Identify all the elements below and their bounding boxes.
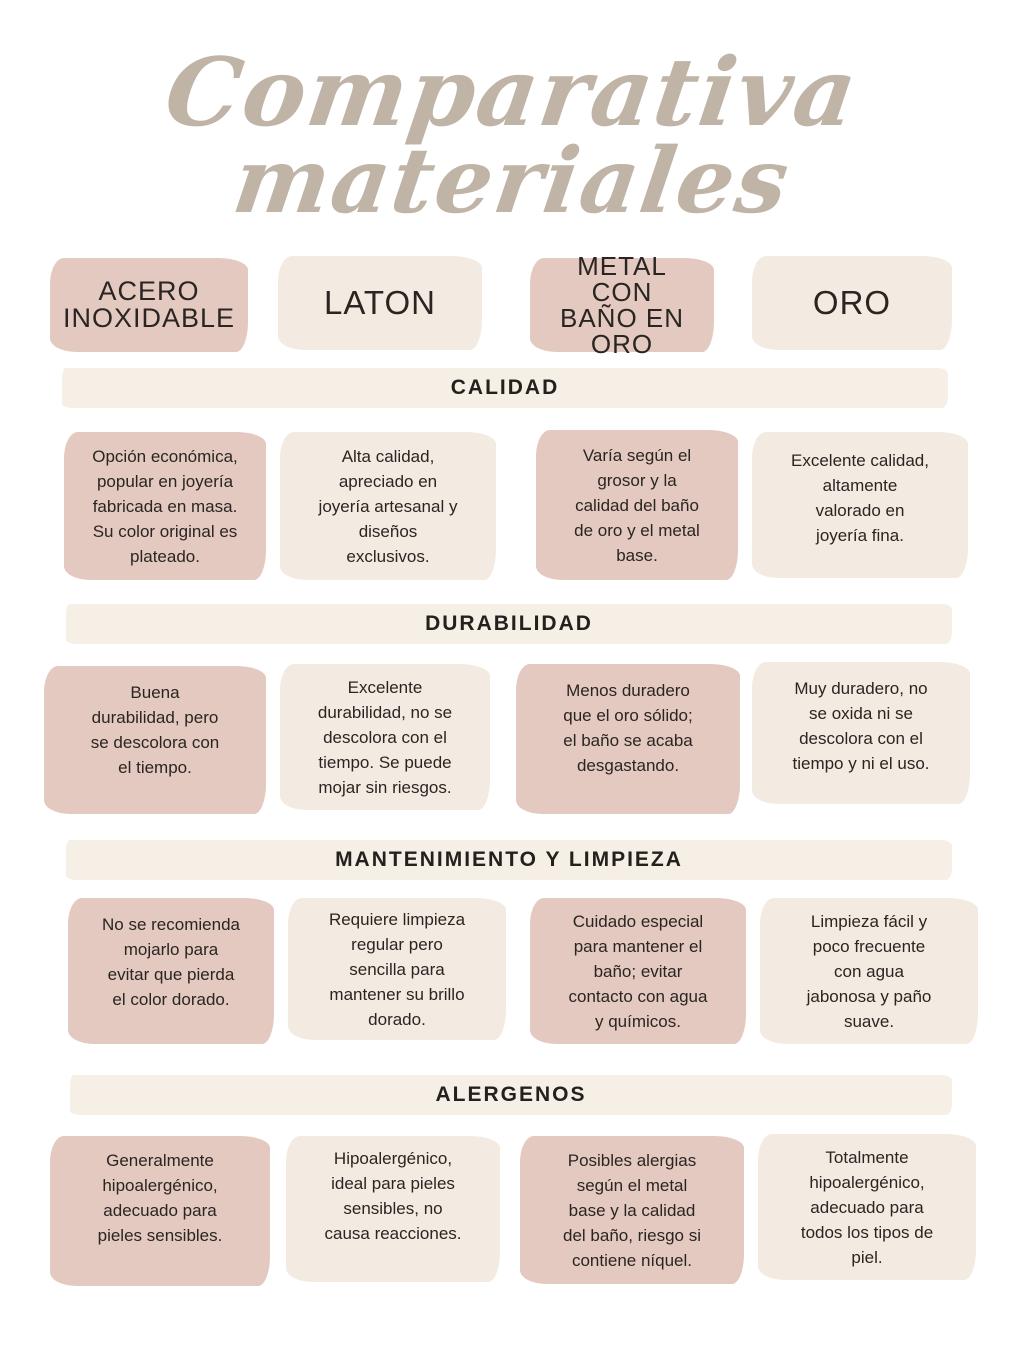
cell-calidad-laton — [280, 432, 496, 580]
cell-text: Muy duradero, no se oxida ni se descolora con el tiempo y ni el uso. — [792, 679, 930, 773]
cell-text: Buena durabilidad, pero se descolora con el tiempo. — [90, 683, 220, 777]
cell-calidad-metal — [536, 430, 738, 580]
cell-mantenimiento-oro — [760, 898, 978, 1044]
cell-text: Limpieza fácil y poco frecuente con agua jabonosa y paño suave. — [806, 911, 932, 1031]
title-line-2: materiales — [227, 128, 797, 234]
cell-text: Excelente calidad, altamente valorado en joyería fina. — [791, 451, 929, 545]
column-header-acero — [50, 258, 248, 352]
cell-durabilidad-oro — [752, 662, 970, 804]
cell-durabilidad-acero — [44, 666, 266, 814]
cell-durabilidad-metal — [516, 664, 740, 814]
cell-alergenos-oro — [758, 1134, 976, 1280]
cell-text: Menos duradero que el oro sólido; el baño se acaba desgastando. — [563, 681, 693, 775]
cell-text: Requiere limpieza regular pero sencilla para mantener su brillo dorado. — [328, 909, 466, 1029]
cell-durabilidad-laton — [280, 664, 490, 810]
column-header-label: METAL CON BAÑO EN ORO — [559, 251, 685, 359]
column-header-label: ORO — [812, 284, 892, 321]
section-title: ALERGENOS — [435, 1083, 587, 1106]
section-title: CALIDAD — [450, 376, 560, 399]
cell-text: Excelente durabilidad, no se descolora con el tiempo. Se puede mojar sin riesgos. — [317, 677, 453, 797]
cell-text: Alta calidad, apreciado en joyería artesanal y diseños exclusivos. — [318, 446, 458, 566]
column-header-label: ACERO INOXIDABLE — [62, 276, 236, 333]
cell-alergenos-laton — [286, 1136, 500, 1282]
cell-calidad-acero — [64, 432, 266, 580]
cell-text: Varía según el grosor y la calidad del baño de oro y el metal base. — [574, 445, 700, 565]
column-header-oro — [752, 256, 952, 350]
section-band-calidad — [62, 368, 948, 408]
cell-text: Cuidado especial para mantener el baño; evitar contacto con agua y químicos. — [568, 911, 708, 1031]
cell-text: Hipoalergénico, ideal para pieles sensibles, no causa reacciones. — [324, 1149, 462, 1243]
column-header-laton — [278, 256, 482, 350]
cell-alergenos-metal — [520, 1136, 744, 1284]
cell-mantenimiento-metal — [530, 898, 746, 1044]
page-title — [0, 0, 1024, 240]
cell-alergenos-acero — [50, 1136, 270, 1286]
section-title: MANTENIMIENTO Y LIMPIEZA — [335, 848, 683, 871]
column-header-metal-bano-oro — [530, 251, 714, 359]
cell-mantenimiento-acero — [68, 898, 274, 1044]
cell-text: Opción económica, popular en joyería fabricada en masa. Su color original es plateado. — [92, 446, 238, 566]
section-title: DURABILIDAD — [425, 612, 593, 635]
cell-text: Generalmente hipoalergénico, adecuado para pieles sensibles. — [97, 1151, 223, 1245]
cell-text: Totalmente hipoalergénico, adecuado para todos los tipos de piel. — [800, 1147, 934, 1267]
cell-text: No se recomienda mojarlo para evitar que pierda el color dorado. — [102, 915, 240, 1009]
section-band-alergenos — [70, 1075, 952, 1115]
section-band-durabilidad — [66, 604, 952, 644]
cell-calidad-oro — [752, 432, 968, 578]
title-line-1: Comparativa — [158, 38, 866, 148]
cell-mantenimiento-laton — [288, 898, 506, 1040]
cell-text: Posibles alergias según el metal base y la calidad del baño, riesgo si contiene níquel. — [563, 1150, 701, 1270]
section-band-mantenimiento — [66, 840, 952, 880]
column-header-label: LATON — [324, 284, 436, 321]
